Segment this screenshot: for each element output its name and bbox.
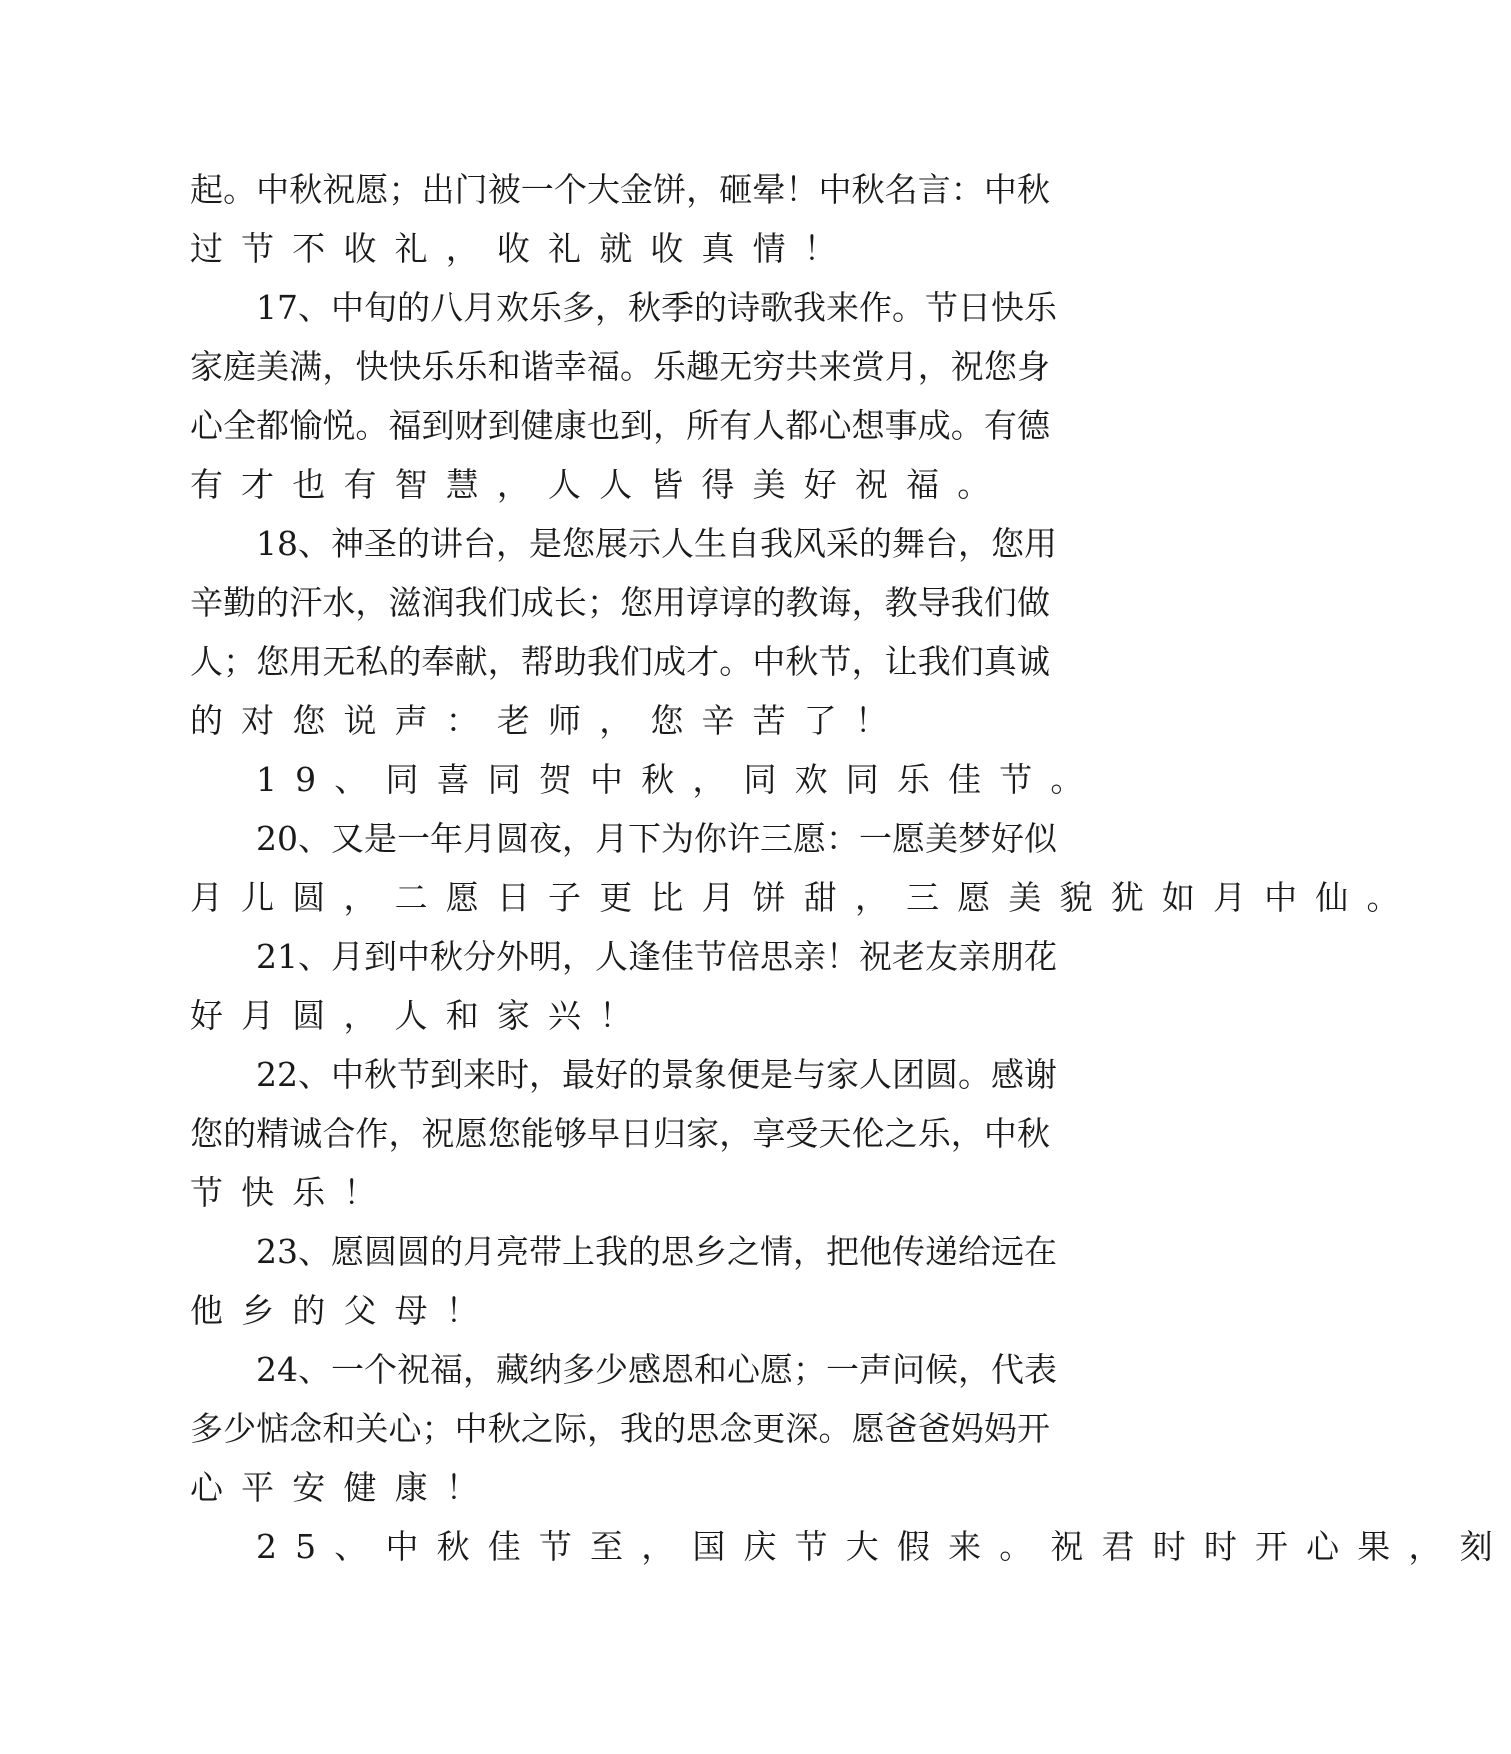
paragraph-p16-tail (190, 160, 1050, 278)
text-line: 心平安健康！ (190, 1468, 497, 1507)
text-line: 18 、 神 圣 的 讲 台 ， 是 您 展 示 人 生 自 我 风 采 的 舞 台 ， 您 用 (256, 524, 1057, 563)
text-line: 过节不收礼，收礼就收真情！ (190, 229, 855, 268)
text-line: 好月圆，人和家兴！ (190, 996, 651, 1035)
text-line: 月儿圆，二愿日子更比月饼甜，三愿美貌犹如月中仙。 (190, 878, 1418, 917)
text-line: 心 全 都 愉 悦 。 福 到 财 到 健 康 也 到 ， 所 有 人 都 心 想 事 成 。 有 德 (190, 406, 1050, 445)
text-line: 节快乐！ (190, 1173, 395, 1212)
paragraph-p19 (190, 750, 1102, 809)
text-line: 他乡的父母！ (190, 1291, 497, 1330)
paragraph-p18 (190, 514, 1057, 750)
text-line: 多 少 惦 念 和 关 心 ； 中 秋 之 际 ， 我 的 思 念 更 深 。 愿 爸 爸 妈 妈 开 (190, 1409, 1050, 1448)
paragraph-p24 (190, 1340, 1057, 1517)
paragraph-p25 (190, 1517, 1511, 1576)
text-line: 23 、 愿 圆 圆 的 月 亮 带 上 我 的 思 乡 之 情 ， 把 他 传 递 给 远 在 (256, 1232, 1057, 1271)
text-line: 您 的 精 诚 合 作 ， 祝 愿 您 能 够 早 日 归 家 ， 享 受 天 伦 之 乐 ， 中 秋 (190, 1114, 1050, 1153)
text-line: 25、中秋佳节至，国庆节大假来。祝君时时开心果，刻 (256, 1527, 1511, 1566)
text-line: 有才也有智慧，人人皆得美好祝福。 (190, 465, 1009, 504)
paragraph-p20 (190, 809, 1418, 927)
document-body (190, 160, 1511, 1576)
text-line: 的对您说声：老师，您辛苦了！ (190, 701, 907, 740)
text-line: 人 ； 您 用 无 私 的 奉 献 ， 帮 助 我 们 成 才 。 中 秋 节 ， 让 我 们 真 诚 (190, 642, 1050, 681)
text-line: 20 、 又 是 一 年 月 圆 夜 ， 月 下 为 你 许 三 愿 ： 一 愿 美 梦 好 似 (256, 819, 1057, 858)
paragraph-p21 (190, 927, 1057, 1045)
text-line: 家 庭 美 满 ， 快 快 乐 乐 和 谐 幸 福 。 乐 趣 无 穷 共 来 赏 月 ， 祝 您 身 (190, 347, 1050, 386)
text-line: 辛 勤 的 汗 水 ， 滋 润 我 们 成 长 ； 您 用 谆 谆 的 教 诲 ， 教 导 我 们 做 (190, 583, 1050, 622)
text-line: 21 、 月 到 中 秋 分 外 明 ， 人 逢 佳 节 倍 思 亲 ！ 祝 老 友 亲 朋 花 (256, 937, 1057, 976)
text-line: 17 、 中 旬 的 八 月 欢 乐 多 ， 秋 季 的 诗 歌 我 来 作 。 节 日 快 乐 (256, 288, 1057, 327)
text-line: 22 、 中 秋 节 到 来 时 ， 最 好 的 景 象 便 是 与 家 人 团 圆 。 感 谢 (256, 1055, 1057, 1094)
text-line: 19、同喜同贺中秋，同欢同乐佳节。 (256, 760, 1102, 799)
paragraph-p17 (190, 278, 1057, 514)
text-line: 起 。 中 秋 祝 愿 ； 出 门 被 一 个 大 金 饼 ， 砸 晕 ！ 中 秋 名 言 ： 中 秋 (190, 170, 1050, 209)
text-line: 24 、 一 个 祝 福 ， 藏 纳 多 少 感 恩 和 心 愿 ； 一 声 问 候 ， 代 表 (256, 1350, 1057, 1389)
paragraph-p23 (190, 1222, 1057, 1340)
paragraph-p22 (190, 1045, 1057, 1222)
